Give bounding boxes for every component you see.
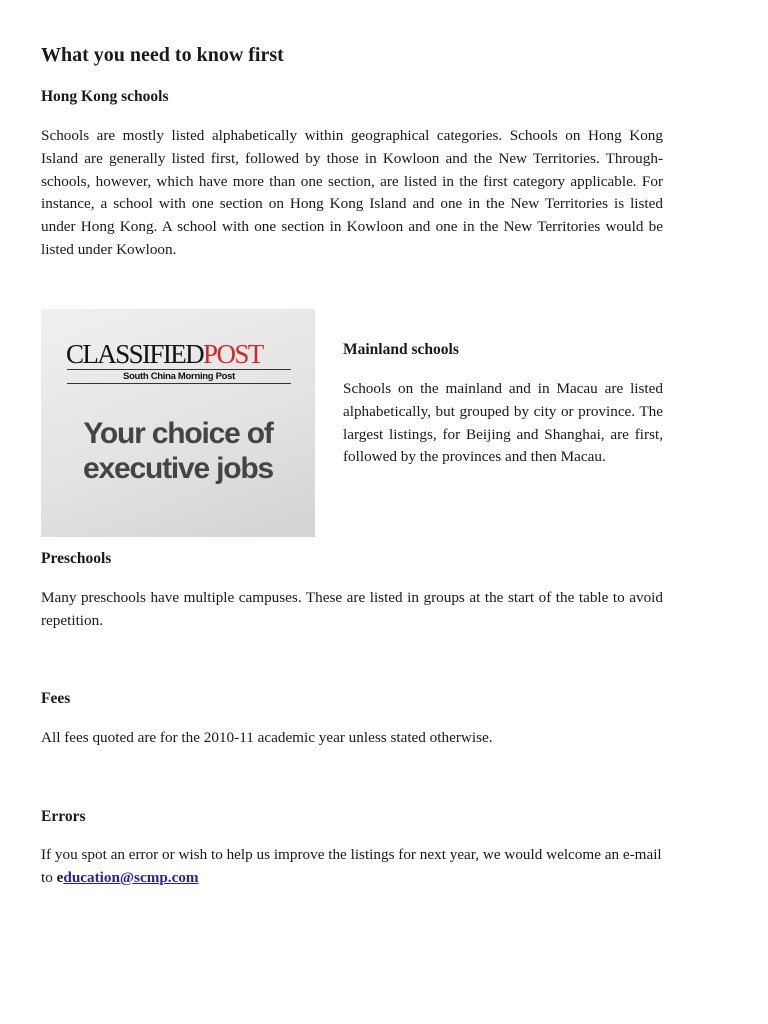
email-link[interactable]: ducation@scmp.com [63,868,199,886]
hong-kong-body: Schools are mostly listed alphabetically within geographical categories. Schools on Hong Kong Island are generally listed first, followed by those in Kowloon and the New Territories. Through-schools, however, which have more than one section, are listed in the first category applicable. For instance, a school with one section on Hong Kong Island and one in the New Territories is listed under Hong Kong. A school with one section in Kowloon and one in the New Territories would be listed under Kowloon. [41,127,663,258]
preschools-body: Many preschools have multiple campuses. These are listed in groups at the start of the table to avoid repetition. [41,589,663,629]
page-title: What you need to know first [41,44,284,66]
advert-tagline-line2: executive jobs [83,452,273,485]
advert-subtitle: South China Morning Post [122,371,236,382]
mainland-body: Schools on the mainland and in Macau are listed alphabetically, but grouped by city or province. The largest listings, for Beijing and Shanghai, are first, followed by the provinces and then Macau. [343,380,663,466]
hong-kong-heading: Hong Kong schools [41,88,169,105]
fees-body: All fees quoted are for the 2010-11 academic year unless stated otherwise. [41,729,493,746]
preschools-heading: Preschools [41,550,112,567]
advert-brand-logo [66,339,263,369]
classified-post-advert[interactable] [41,309,315,537]
errors-body [41,844,663,890]
mainland-heading: Mainland schools [343,341,459,358]
advert-rule-top [67,369,291,370]
advert-rule-bottom [67,383,291,384]
email-first-letter: e [56,868,64,886]
advert-brand-part1: CLASSIFIED [66,339,204,369]
advert-tagline-line1: Your choice of [83,417,273,450]
fees-heading: Fees [41,690,71,707]
advert-brand-part2: POST [203,339,263,369]
errors-heading: Errors [41,808,86,825]
errors-body-text: If you spot an error or wish to help us improve the listings for next year, we would welcome an e-mail to [41,846,662,886]
